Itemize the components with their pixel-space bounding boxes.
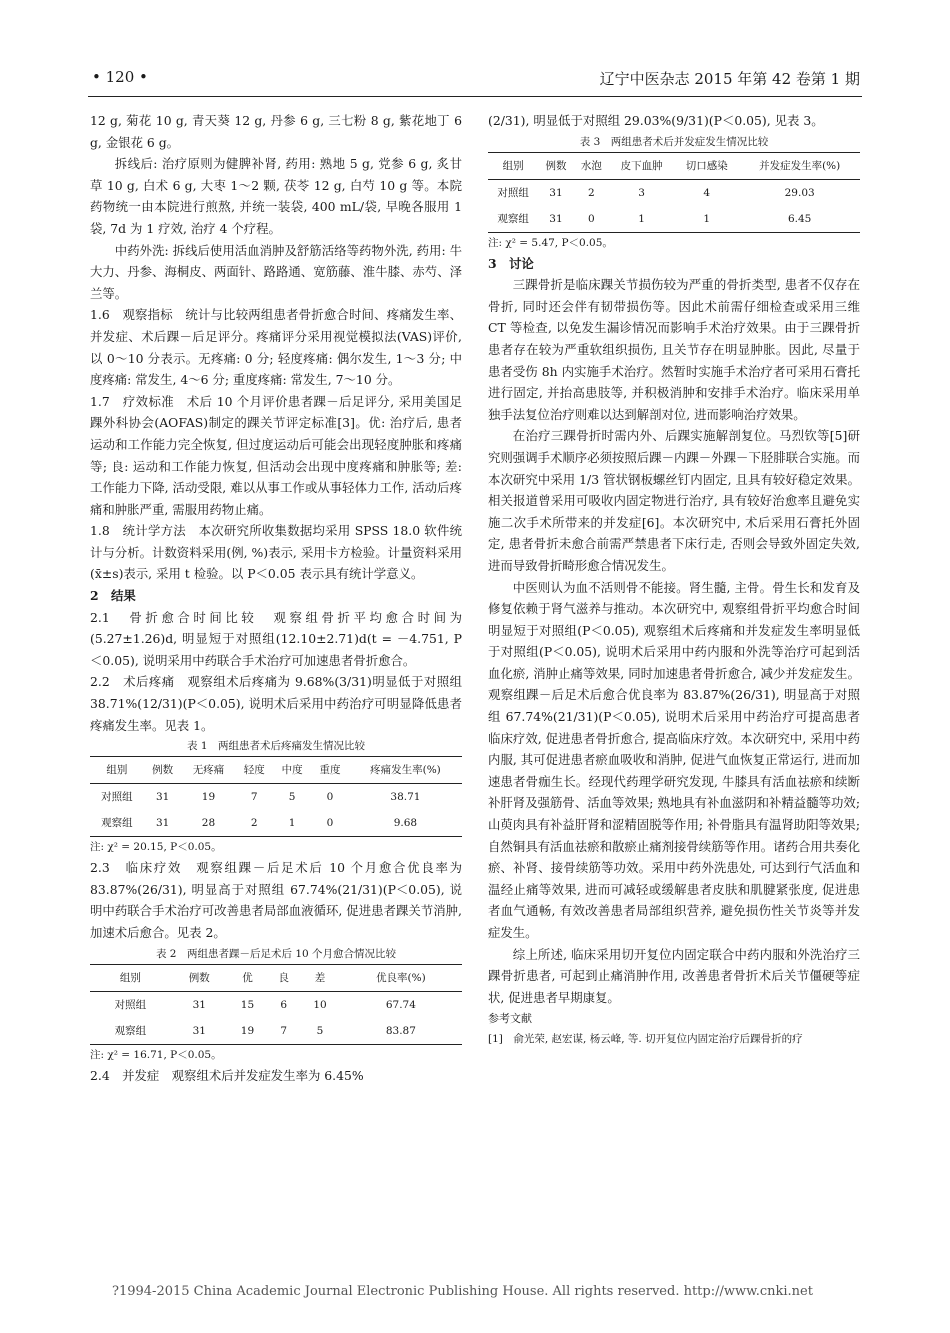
section-2-1: 2.1 骨折愈合时间比较 观察组骨折平均愈合时间为(5.27±1.26)d, 明显短于对照组(12.10±2.71)d(t = －4.751, P＜0.05), 说明采用中药联合手术治疗可加速患者骨折愈合。 (90, 609, 462, 668)
table-cell: 6 (280, 998, 288, 1011)
references-heading: 参考文献 (488, 1012, 532, 1026)
table-cell: 0 (326, 791, 334, 804)
table3-note: 注: χ² = 5.47, P＜0.05。 (488, 236, 613, 249)
table-cell: 2 (588, 186, 595, 199)
table-cell: 83.87 (340, 1018, 462, 1045)
table-cell: 31 (155, 791, 170, 804)
table-cell: 1 (609, 206, 674, 233)
table-row (90, 784, 462, 811)
section-2-3: 2.3 临床疗效 观察组踝－后足术后 10 个月愈合优良率为 83.87%(26/31), 明显高于对照组 67.74%(21/31)(P＜0.05), 说明中药联合手术治疗可改善患者局部血液循环, 促进患者踝关节消肿, 加速术后愈合。见表 2。 (90, 860, 462, 940)
table-row (488, 206, 860, 233)
table-cell: 19 (201, 791, 216, 804)
table-cell: 7 (267, 1018, 300, 1045)
table-cell: 31 (538, 206, 573, 233)
table-header: 组别 (488, 152, 538, 179)
table-cell: 28 (182, 810, 236, 837)
table-cell: 31 (144, 810, 182, 837)
table-header: 并发症发生率(%) (739, 152, 860, 179)
section-1-7: 1.7 疗效标准 术后 10 个月评价患者踝－后足评分, 采用美国足踝外科协会(AOFAS)制定的踝关节评定标准[3]。优: 治疗后, 患者运动和工作能力完全恢复, 但过度运动后可能会出现轻度肿胀和疼痛等; 良: 运动和工作能力恢复, 但活动会出现中度疼痛和肿胀等; 差: 工作能力下降, 活动受限, 难以从事工作或从事轻体力工作, 活动后疼痛和肿胀严重, 需服用药物止痛。 (90, 393, 462, 517)
table-cell: 3 (638, 186, 645, 199)
table-header: 无疼痛 (182, 757, 236, 784)
table-header: 水泡 (574, 152, 609, 179)
table-header: 良 (267, 964, 300, 991)
copyright-footer: ?1994-2015 China Academic Journal Electronic Publishing House. All rights reserved. http://www.cnki.net (112, 1284, 813, 1299)
table-row (90, 810, 462, 837)
table1-note: 注: χ² = 20.15, P＜0.05。 (90, 841, 222, 854)
paragraph: 在治疗三踝骨折时需内外、后踝实施解剖复位。马烈钦等[5]研究则强调手术顺序必须按照后踝－内踝－外踝－下胫腓联合实施。而本次研究中采用 1/3 管状钢板螺丝钉内固定, 且具有较好稳定效果。相关报道曾采用可吸收内固定物进行治疗, 具有较好治愈率且避免实施二次手术所带来的并发症[6]。本次研究中, 术后采用石膏托外固定, 患者骨折未愈合前需严禁患者下床行走, 否则会导致外固定失效, 进而导致骨折畸形愈合情况发生。 (488, 428, 860, 573)
table-cell: 9.68 (349, 810, 462, 837)
header-rule (88, 96, 862, 97)
journal-header: 辽宁中医杂志 2015 年第 42 卷第 1 期 (599, 70, 860, 88)
section-1-6: 1.6 观察指标 统计与比较两组患者骨折愈合时间、疼痛发生率、并发症、术后踝－后足评分。疼痛评分采用视觉模拟法(VAS)评价, 以 0～10 分表示。无疼痛: 0 分; 轻度疼痛: 偶尔发生, 1～3 分; 中度疼痛: 常发生, 4～6 分; 重度疼痛: 常发生, 7～10 分。 (90, 307, 462, 388)
table-cell: 10 (313, 998, 327, 1011)
table-cell: 观察组 (488, 206, 538, 233)
table-cell: 5 (300, 1018, 340, 1045)
page-number: • 120 • (92, 68, 148, 86)
discussion-heading: 3 讨论 (488, 255, 534, 271)
paragraph: 综上所述, 临床采用切开复位内固定联合中药内服和外洗治疗三踝骨折患者, 可起到止痛消肿作用, 改善患者骨折术后关节僵硬等症状, 促进患者早期康复。 (488, 946, 860, 1005)
table-cell: 67.74 (385, 998, 416, 1011)
table-row (90, 1018, 462, 1045)
table-cell: 15 (240, 998, 255, 1011)
table-header: 组别 (90, 757, 144, 784)
section-2-4: 2.4 并发症 观察组术后并发症发生率为 6.45% (90, 1067, 364, 1083)
table-cell: 观察组 (90, 810, 144, 837)
table-cell: 0 (311, 810, 349, 837)
table-cell: 7 (250, 791, 258, 804)
results-heading: 2 结果 (90, 588, 136, 604)
table1 (90, 756, 462, 837)
table-header: 疼痛发生率(%) (349, 757, 462, 784)
table-cell: 31 (171, 1018, 228, 1045)
table-header: 切口感染 (674, 152, 739, 179)
table-cell: 观察组 (90, 1018, 171, 1045)
paragraph: 12 g, 菊花 10 g, 青天葵 12 g, 丹参 6 g, 三七粉 8 g, 紫花地丁 6 g, 金银花 6 g。 (90, 113, 462, 150)
table2 (90, 964, 462, 1045)
table1-caption: 表 1 两组患者术后疼痛发生情况比较 (186, 740, 366, 753)
table-cell: 对照组 (114, 998, 147, 1011)
table3 (488, 152, 860, 233)
table-cell: 19 (228, 1018, 268, 1045)
paragraph: 中药外洗: 拆线后使用活血消肿及舒筋活络等药物外洗, 药用: 牛大力、丹参、海桐皮、两面针、路路通、宽筋藤、淮牛膝、赤芍、泽兰等。 (90, 242, 462, 301)
table-header: 例数 (144, 757, 182, 784)
table2-caption: 表 2 两组患者踝－后足术后 10 个月愈合情况比较 (155, 947, 397, 960)
table-cell: 5 (288, 791, 296, 804)
table-header: 皮下血肿 (609, 152, 674, 179)
table-header: 优良率(%) (340, 964, 462, 991)
table-header: 例数 (171, 964, 228, 991)
table-row (90, 991, 462, 1018)
table-header: 差 (300, 964, 340, 991)
table-cell: 4 (703, 186, 711, 199)
table-cell: 31 (192, 998, 206, 1011)
table-cell: 0 (574, 206, 609, 233)
table-header: 例数 (538, 152, 573, 179)
table-cell: 2 (235, 810, 273, 837)
table-cell: 6.45 (739, 206, 860, 233)
table2-note: 注: χ² = 16.71, P＜0.05。 (90, 1048, 222, 1061)
table-header: 优 (228, 964, 268, 991)
table-cell: 对照组 (497, 186, 529, 199)
table-header: 重度 (311, 757, 349, 784)
left-column (90, 110, 462, 1086)
table-cell: 38.71 (390, 791, 421, 804)
right-column (488, 110, 860, 1048)
paragraph: 中医则认为血不活则骨不能接。肾生髓, 主骨。骨生长和发育及修复依赖于肾气滋养与推动。本次研究中, 观察组骨折平均愈合时间明显短于对照组(P＜0.05), 观察组术后疼痛和并发症发生率明显低于对照组(P＜0.05), 说明术后采用中药内服和外洗等治疗可起到活血化瘀, 消肿止痛等效果, 同时加速患者骨折愈合, 减少并发症发生。观察组踝－后足术后愈合优良率为 83.87%(26/31), 明显高于对照组 67.74%(21/31)(P＜0.05), 说明术后采用中药治疗可提高患者临床疗效, 促进患者骨折愈合, 提高临床疗效。本次研究中, 采用中药内服, 其可促进患者瘀血吸收和消肿, 促进气血恢复正常运行, 进而加速患者骨痂生长。经现代药理学研究发现, 牛膝具有活血祛瘀和续断补肝肾及强筋骨、活血等效果; 熟地具有补血滋阴和补精益髓等功效; 山萸肉具有补益肝肾和涩精固脱等作用; 补骨脂具有温肾助阳等效果; 自然铜具有活血祛瘀和散瘀止痛剂接骨续筋等作用。诸药合用共奏化瘀、补肾、接骨续筋等功效。采用中药外洗患处, 可达到行气活血和温经止痛等效果, 进而可减轻或缓解患者皮肤和肌腱紧张度, 促进患者血气通畅, 有效改善患者局部组织营养, 避免损伤性关节炎等并发症发生。 (488, 579, 860, 940)
table-cell: 29.03 (784, 186, 815, 199)
paragraph: 拆线后: 治疗原则为健脾补肾, 药用: 熟地 5 g, 党参 6 g, 炙甘草 10 g, 白术 6 g, 大枣 1～2 颗, 茯苓 12 g, 白芍 10 g 等。本院药物统一由本院进行煎熬, 并统一装袋, 400 mL/袋, 早晚各服用 1 袋, 7d 为 1 疗效, 治疗 4 个疗程。 (90, 156, 462, 236)
reference-item: [1] 俞光荣, 赵宏谋, 杨云峰, 等. 切开复位内固定治疗后踝骨折的疗 (488, 1032, 803, 1045)
table-cell: 对照组 (101, 791, 133, 804)
paragraph: (2/31), 明显低于对照组 29.03%(9/31)(P＜0.05), 见表 3。 (488, 113, 824, 128)
section-2-2: 2.2 术后疼痛 观察组术后疼痛为 9.68%(3/31)明显低于对照组 38.71%(12/31)(P＜0.05), 说明术后采用中药治疗可明显降低患者疼痛发生率。见表 1。 (90, 674, 462, 733)
table-header: 组别 (90, 964, 171, 991)
table-cell: 1 (273, 810, 311, 837)
table-cell: 31 (549, 186, 563, 199)
section-1-8: 1.8 统计学方法 本次研究所收集数据均采用 SPSS 18.0 软件统计与分析。计数资料采用(例, %)表示, 采用卡方检验。计量资料采用(x̄±s)表示, 采用 t 检验。以 P＜0.05 表示具有统计学意义。 (90, 523, 462, 582)
table-header: 轻度 (235, 757, 273, 784)
table-row (488, 179, 860, 206)
table-cell: 1 (674, 206, 739, 233)
table-header: 中度 (273, 757, 311, 784)
table3-caption: 表 3 两组患者术后并发症发生情况比较 (579, 135, 769, 148)
paragraph: 三踝骨折是临床踝关节损伤较为严重的骨折类型, 患者不仅存在骨折, 同时还会伴有韧带损伤等。因此术前需仔细检查或采用三维 CT 等检查, 以免发生漏诊情况而影响手术治疗效果。由于三踝骨折患者存在较为严重软组织损伤, 且关节存在明显肿胀。因此, 尽量于患者受伤 8h 内实施手术治疗。然暂时实施手术治疗者可采用石膏托进行固定, 并抬高患肢等, 并积极消肿和安排手术治疗。临床采用单独手法复位治疗则难以达到解剖对位, 进而影响治疗效果。 (488, 277, 860, 422)
